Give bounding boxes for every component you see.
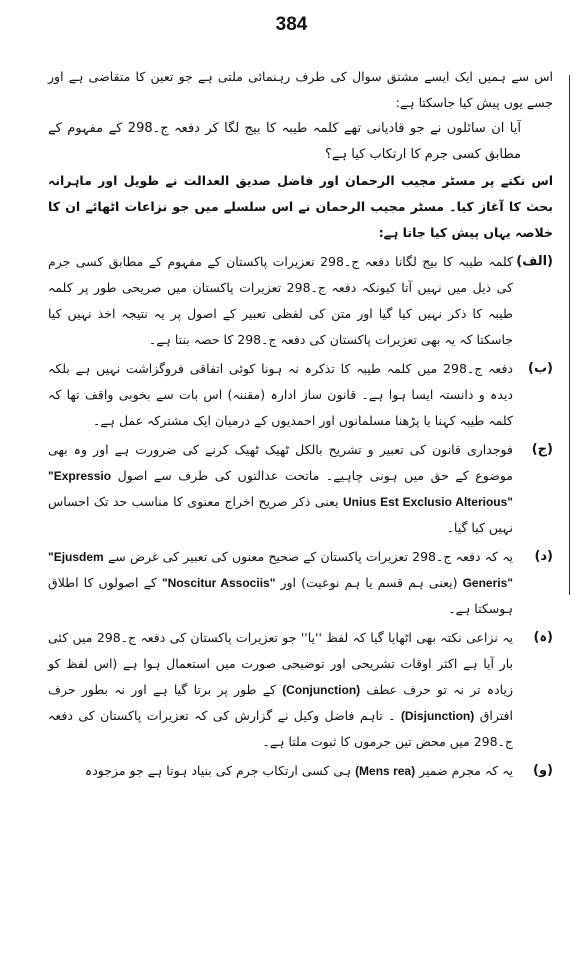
document-body (48, 64, 553, 784)
page-number: 384 (275, 14, 308, 35)
list-item-daal (48, 544, 553, 622)
margin-rule (569, 75, 570, 595)
latin-term: (Mens rea) (355, 764, 416, 778)
item-marker: (ج) (531, 442, 553, 457)
item-text-part: کے طور پر برتا گیا ہے اور نہ بطور حرف افتراق (48, 682, 513, 723)
list-item-jeem (48, 437, 553, 541)
item-marker: (الف) (516, 254, 553, 269)
item-text-part: کے اصولوں کا اطلاق ہوسکتا ہے۔ (48, 575, 513, 616)
intro-paragraph: اس سے ہمیں ایک ایسے مشتق سوال کی طرف رہنمائی ملتی ہے جو تعین کا متقاضی ہے اور جسے یوں پیش کیا جاسکتا ہے: (48, 69, 553, 110)
latin-term: "Ejusdem Generis" (48, 550, 513, 590)
item-text-part: ۔ تاہم فاضل وکیل نے گزارش کی کہ تعزیرات پاکستان کی دفعہ ج۔298 میں محض تین جرموں کا ثبوت ملتا ہے۔ (48, 708, 513, 749)
item-text-part: یہ کہ مجرم ضمیر (419, 763, 513, 778)
item-text-part: (یعنی ہم قسم یا ہم نوعیت) اور (280, 575, 458, 590)
item-marker: (د) (534, 549, 553, 564)
item-text-part: ہی کسی ارتکاب جرم کی بنیاد ہوتا ہے جو مزجودہ (84, 763, 352, 778)
item-text (48, 758, 513, 784)
latin-term: (Disjunction) (400, 709, 475, 723)
list-item-alif (48, 249, 553, 353)
item-text: کلمہ طیبہ کا بیج لگانا دفعہ ج۔298 تعزیرات پاکستان کے مفہوم کے مطابق کسی جرم کی ذیل میں نہیں آتا کیونکہ دفعہ ج۔298 تعزیرات پاکستان میں صریحی طور پر کلمہ طیبہ کا ذکر نہیں کیا گیا اور متن کی لفظی تعبیر کے اصول پر یہ نتیجہ اخذ نہیں کیا جاسکتا کہ یہ بھی تعزیرات پاکستان کی دفعہ ج۔298 کا حصہ بنتا ہے۔ (48, 254, 513, 347)
item-text-part: یہ کہ دفعہ ج۔298 تعزیرات پاکستان کے صحیح معنوں کی تعبیر کی غرض سے (107, 549, 514, 564)
item-marker: (ہ) (533, 630, 553, 645)
list-item-he (48, 625, 553, 755)
summary-paragraph: اس نکتے پر مسٹر مجیب الرحمان اور فاضل صدیق العدالت نے طویل اور ماہرانہ بحث کا آغاز کیا۔ مسٹر مجیب الرحمان نے اس سلسلے میں جو نزاعات اٹھائے ان کا خلاصہ یہاں پیش کیا جاتا ہے: (48, 173, 553, 240)
latin-term: "Expressio Unius Est Exclusio Alterious" (48, 469, 513, 509)
item-text (48, 437, 513, 541)
item-marker: (و) (533, 763, 553, 778)
item-text-part: یعنی ذکر صریح اخراج معنوی کا مناسب حد تک احساس نہیں کیا گیا۔ (48, 494, 513, 535)
item-text-part: یہ نزاعی نکتہ بھی اٹھایا گیا کہ لفظ ''یا'' جو تعزیرات پاکستان کی دفعہ ج۔298 میں کئی بار آیا ہے اکثر اوقات تشریحی اور توضیحی صورت میں استعمال ہوا ہے (اس لفظ کو زیادہ تر نہ تو حرف عطف (48, 630, 513, 697)
item-text (48, 625, 513, 755)
item-marker: (ب) (528, 361, 553, 376)
item-text: دفعہ ج۔298 میں کلمہ طیبہ کا تذکرہ نہ ہونا کوئی اتفاقی فروگزاشت نہیں ہے بلکہ دیدہ و دانستہ ایسا ہوا ہے۔ قانون ساز ادارہ (مقننہ) اس بات سے بخوبی واقف تھا کہ کلمہ طیبہ کہنا یا پڑھنا مسلمانوں اور احمدیوں کے درمیان ایک مشترکہ عمل ہے۔ (48, 361, 513, 428)
item-text-part: فوجداری قانون کی تعبیر و تشریح بالکل ٹھیک ٹھیک کرنے کی ضرورت ہے اور وہ بھی موضوع کے حق میں ہونی چاہیے۔ ماتحت عدالتوں کی طرف سے اصول (48, 442, 513, 483)
latin-term: (Conjunction) (282, 683, 361, 697)
list-item-wao (48, 758, 553, 784)
item-text (48, 544, 513, 622)
question-paragraph: آیا ان سائلوں نے جو قادیانی تھے کلمہ طیبہ کا بیج لگا کر دفعہ ج۔298 کے مفہوم کے مطابق کسی جرم کا ارتکاب کیا ہے؟ (48, 121, 521, 162)
list-item-be (48, 356, 553, 434)
latin-term: "Noscitur Associis" (161, 576, 276, 590)
